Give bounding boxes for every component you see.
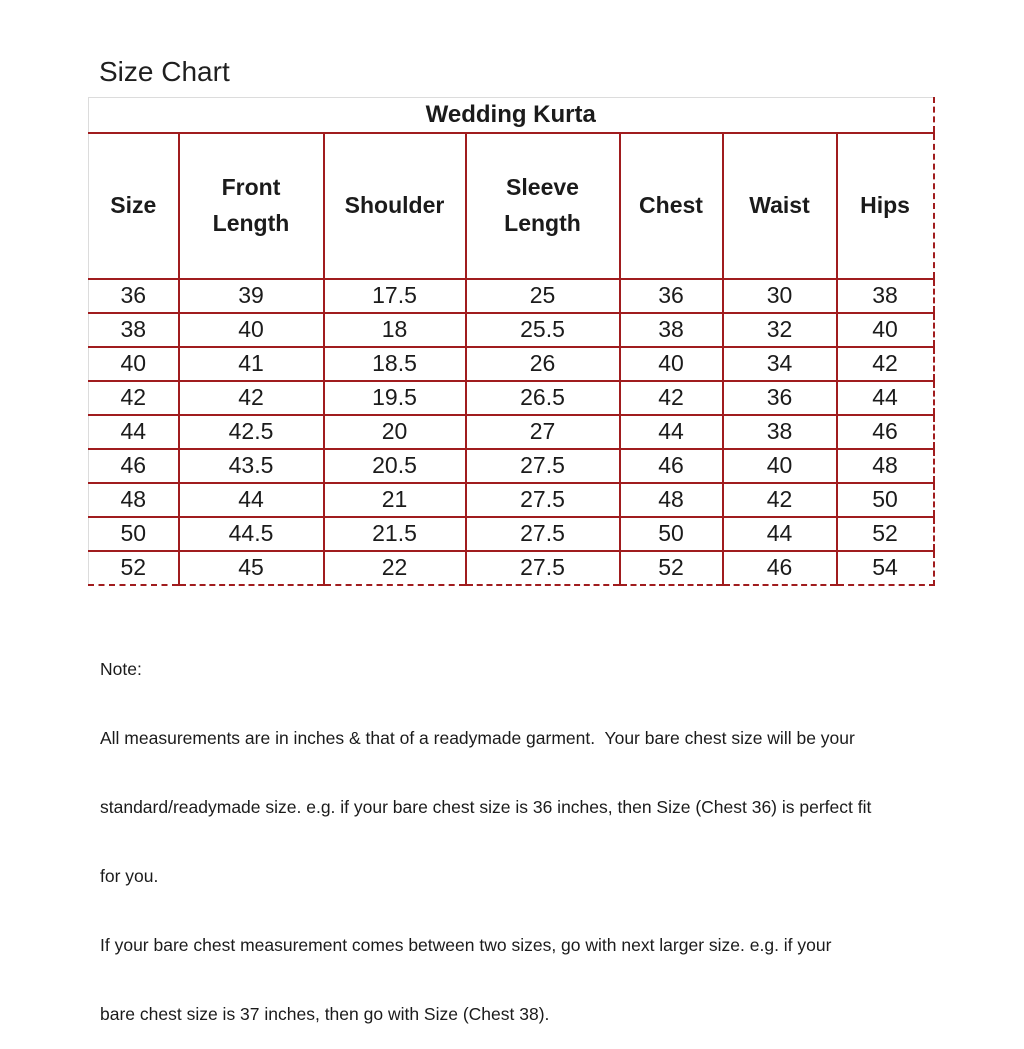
table-row (89, 517, 934, 551)
table-cell: 27.5 (466, 551, 620, 585)
note-line: for you. (100, 865, 159, 886)
column-header-hips: Hips (837, 133, 934, 279)
page-title: Size Chart (99, 56, 230, 87)
table-cell: 42 (620, 381, 723, 415)
table-row (89, 381, 934, 415)
table-cell: 40 (837, 313, 934, 347)
table-cell: 44 (179, 483, 324, 517)
table-cell: 25 (466, 279, 620, 313)
table-cell: 52 (620, 551, 723, 585)
table-cell: 44 (837, 381, 934, 415)
table-cell: 45 (179, 551, 324, 585)
table-cell: 44.5 (179, 517, 324, 551)
table-cell: 38 (620, 313, 723, 347)
column-header-waist: Waist (723, 133, 837, 279)
column-header-chest: Chest (620, 133, 723, 279)
table-cell: 42.5 (179, 415, 324, 449)
note-line: bare chest size is 37 inches, then go with Size (Chest 38). (100, 1003, 550, 1024)
table-cell: 30 (723, 279, 837, 313)
note-line: If your bare chest measurement comes between two sizes, go with next larger size. e.g. if your (100, 934, 832, 955)
table-cell: 27.5 (466, 483, 620, 517)
table-cell: 48 (837, 449, 934, 483)
table-cell: 38 (837, 279, 934, 313)
table-cell: 40 (89, 347, 179, 381)
table-cell: 42 (723, 483, 837, 517)
table-row (89, 551, 934, 585)
table-cell: 32 (723, 313, 837, 347)
table-cell: 54 (837, 551, 934, 585)
table-cell: 44 (723, 517, 837, 551)
table-row (89, 449, 934, 483)
table-cell: 44 (89, 415, 179, 449)
table-cell: 40 (620, 347, 723, 381)
table-cell: 18 (324, 313, 466, 347)
table-cell: 46 (89, 449, 179, 483)
table-cell: 50 (837, 483, 934, 517)
table-cell: 38 (723, 415, 837, 449)
table-cell: 50 (620, 517, 723, 551)
table-cell: 21 (324, 483, 466, 517)
table-cell: 26.5 (466, 381, 620, 415)
table-row (89, 483, 934, 517)
table-cell: 19.5 (324, 381, 466, 415)
table-cell: 38 (89, 313, 179, 347)
note-label: Note: (100, 658, 142, 679)
table-cell: 46 (620, 449, 723, 483)
table-cell: 46 (837, 415, 934, 449)
column-header-front-length: Front Length (179, 133, 324, 279)
table-cell: 40 (179, 313, 324, 347)
table-cell: 20 (324, 415, 466, 449)
table-cell: 41 (179, 347, 324, 381)
column-header-shoulder: Shoulder (324, 133, 466, 279)
table-cell: 42 (837, 347, 934, 381)
table-cell: 46 (723, 551, 837, 585)
table-cell: 42 (179, 381, 324, 415)
table-cell: 22 (324, 551, 466, 585)
table-cell: 27 (466, 415, 620, 449)
table-cell: 42 (89, 381, 179, 415)
table-row (89, 347, 934, 381)
table-row (89, 313, 934, 347)
table-cell: 20.5 (324, 449, 466, 483)
table-cell: 17.5 (324, 279, 466, 313)
table-cell: 39 (179, 279, 324, 313)
table-row (89, 415, 934, 449)
table-cell: 21.5 (324, 517, 466, 551)
table-cell: 26 (466, 347, 620, 381)
table-cell: 50 (89, 517, 179, 551)
table-cell: 48 (89, 483, 179, 517)
table-cell: 36 (620, 279, 723, 313)
column-header-row (89, 133, 934, 279)
note-block (100, 612, 940, 1049)
table-cell: 44 (620, 415, 723, 449)
table-cell: 27.5 (466, 449, 620, 483)
note-line: All measurements are in inches & that of a readymade garment. Your bare chest size will be your (100, 727, 855, 748)
table-cell: 40 (723, 449, 837, 483)
table-title-row (89, 98, 934, 133)
table-cell: 52 (837, 517, 934, 551)
size-chart-table (88, 97, 935, 586)
table-cell: 25.5 (466, 313, 620, 347)
table-row (89, 279, 934, 313)
note-line: standard/readymade size. e.g. if your bare chest size is 36 inches, then Size (Chest 36) is perfect fit (100, 796, 872, 817)
table-cell: 36 (89, 279, 179, 313)
table-cell: 36 (723, 381, 837, 415)
table-cell: 27.5 (466, 517, 620, 551)
table-cell: 52 (89, 551, 179, 585)
table-cell: 43.5 (179, 449, 324, 483)
size-table-body (89, 279, 934, 585)
table-cell: 18.5 (324, 347, 466, 381)
table-title: Wedding Kurta (89, 98, 934, 133)
column-header-size: Size (89, 133, 179, 279)
column-header-sleeve-length: Sleeve Length (466, 133, 620, 279)
table-cell: 34 (723, 347, 837, 381)
table-cell: 48 (620, 483, 723, 517)
